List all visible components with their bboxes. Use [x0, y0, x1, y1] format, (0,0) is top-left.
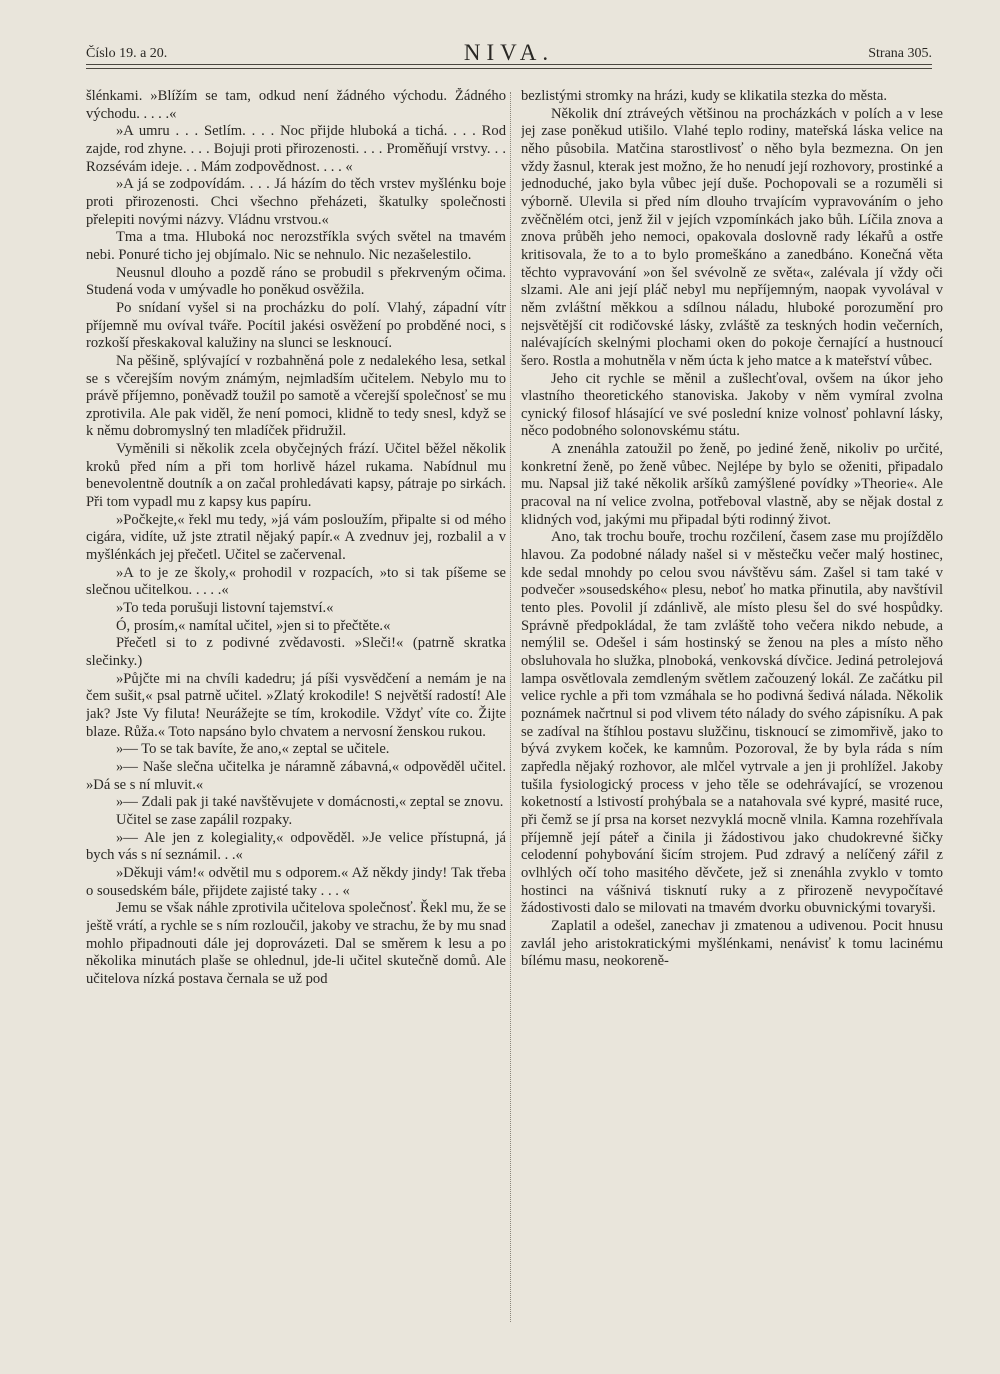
paragraph: »A já se zodpovídám. . . . Já házím do těch vrstev myšlénku boje proti přirozenosti. Chci všechno přeházeti, škatulky společnosti přelepiti novými názvy. Vládnu vrstvou.« [86, 176, 506, 228]
column-divider [510, 92, 511, 1322]
periodical-title: NIVA. [463, 40, 555, 65]
paragraph: Několik dní ztráveých většinou na procházkách v polích a v lese jej zase poněkud utišilo. Vlahé teplo rodiny, mateřská láska velice na něho působila. Matčina starostlivosť o něho byla bezmezna. On jen vždy žasnul, kterak jest možno, že ho nenudí její rozhovory, prostinké a jednoduché, jako byla vůbec její duše. Pochopovali se a rozuměli si výborně. Ulevila si před ním dlouho trvajícím vypravováním o jeho zvěčnělém otci, jenž žil v jejích vzpomínkách jako bůh. Líčila znova a znova průběh jeho nemoci, opakovala doslovně rady lékařů a ostře kritisovala, že to a to bylo promeškáno a zanedbáno. Konečná věta těchto vypravování »on šel svévolně ze světa«, zalévala jí vždy oči slzami. Ale ani její pláč nebyl mu nepříjemným, naopak vyvolával v něm zvláštní měkkou a sdílnou náladu, hluboké porozumění pro nejsvětější cit rodičovské lásky, zvláště za teskných hodin večerních, nalévajících skelnými plochami oken do pokoje černající a hustnoucí šero. Rostla a mohutněla v něm úcta k jeho matce a k mateřství vůbec. [521, 105, 943, 369]
paragraph: »— Zdali pak ji také navštěvujete v domácnosti,« zeptal se znovu. [116, 794, 504, 811]
paragraph: Zaplatil a odešel, zanechav ji zmatenou a udivenou. Pocit hnusu zavlál jeho aristokratickými myšlénkami, nenávisť k tomu lacinému bílému masu, neokoreně- [521, 917, 943, 970]
paragraph: Ano, tak trochu bouře, trochu rozčilení, časem zase mu projíždělo hlavou. Za podobné nálady našel si v městečku večer malý hostinec, kde sedal mnohdy po celou svou návštěvu sám. Zašel si tam také v podvečer »sousedského« plesu, neboť ho matka přinutila, aby navštívil tento ples. Povolil jí zdánlivě, ale místo plesu šel do své hospůdky. Správně předpokládal, že tam zvláště toho večera nikdo nebude, a nemýlil se. Odešel i sám hostinský se ženou na ples a místo něho obsluhovala ho služka, plnoboká, venkovská dívčice. Jediná petrolejová lampa osvětlovala zemdleným světlem začouzený lokál. Ze začátku pil velice rychle a při tom vzmáhala se ho podivná šedivá nálada. Několik poznámek načrtnul si pod vlivem této nálady do svého zápisníku. A pak se zadíval na štíhlou postavu služčinu, tisknoucí se zimomřivě, jako to bývá zvykem koček, ke kamnům. Pozoroval, že by byla ráda s ním zapředla nějaký rozhovor, ale mlčel vytrvale a jen ji prohlížel. Jakoby tušila fysiologický process v jeho těle se odehrávající, se vrozenou koketností a lstivostí prohýbala se a natahovala své kypré, masité ruce, při čemž se jí prsa na korset nezvyklá mocně vlnila. Kamna rozehřívala příjemně její páteř a činila ji žádostivou jako chudokrevné šičky celodenní pohybování šicím strojem. Pud zdravý a nelíčený zářil z ovlhlých očí toho masitého děvčete, jež si znenáhla zvyklo v tomto hostinci na vášnivá tisknutí ruky a z přirozeně nevypočítavé žádostivosti dalo se milovati na tmavém dvorku obuvnickými tovaryši. [521, 529, 943, 917]
paragraph: »A to je ze školy,« prohodil v rozpacích, »to si tak píšeme se slečnou učitelkou. . . . .« [86, 564, 506, 599]
paragraph: Vyměnili si několik zcela obyčejných frází. Učitel běžel několik kroků před ním a při tom horlivě házel rukama. Nabídnul mu benevolentně doutník a on začal prohledávati kapsy, pátraje po sirkách. Při tom vypadl mu z kapsy kus papíru. [86, 441, 506, 511]
paragraph: »— To se tak bavíte, že ano,« zeptal se učitele. [116, 741, 390, 758]
paragraph: »Děkuji vám!« odvětil mu s odporem.« Až někdy jindy! Tak třeba o sousedském bále, přijdete zajisté taky . . . « [86, 864, 506, 899]
paragraph: šlénkami. »Blížím se tam, odkud není žádného východu. Žádného východu. . . . .« [86, 88, 506, 122]
paragraph: »— Ale jen z kolegiality,« odpověděl. »Je velice přístupná, já bych vás s ní seznámil. . .« [86, 829, 506, 864]
left-text-column [86, 88, 506, 1328]
paragraph: »Počkejte,« řekl mu tedy, »já vám posloužím, připalte si od mého cigára, vidíte, už jste ztratil nějaký papír.« A zvednuv jej, rozbalil a v myšlénkách jej přečetl. Učitel se začervenal. [86, 511, 506, 564]
paragraph: Přečetl si to z podivné zvědavosti. »Sleči!« (patrně skratka slečinky.) [86, 635, 506, 669]
page-number: Strana 305. [868, 46, 932, 61]
paragraph: Ó, prosím,« namítal učitel, »jen si to přečtěte.« [116, 617, 391, 634]
paragraph: »To teda porušuji listovní tajemství.« [116, 600, 334, 617]
paragraph: Tma a tma. Hluboká noc nerozstříkla svých světel na tmavém nebi. Ponuré ticho jej objímalo. Nic se nehnulo. Nic nezašelestilo. [86, 229, 506, 263]
paragraph: »A umru . . . Setlím. . . . Noc přijde hluboká a tichá. . . . Rod zajde, rod zhyne. . . . Bojuji proti přirozenosti. . . . Proměňují vrstvy. . . Rozsévám ideje. . . Mám zodpovědnost. . . . « [86, 123, 506, 175]
page-header [86, 40, 932, 65]
paragraph: Neusnul dlouho a pozdě ráno se probudil s překrveným očima. Studená voda v umývadle ho poněkud osvěžila. [86, 264, 506, 299]
paragraph: »— Naše slečna učitelka je náramně zábavná,« odpověděl učitel. »Dá se s ní mluvit.« [86, 758, 506, 793]
paragraph: Jemu se však náhle zprotivila učitelova společnosť. Řekl mu, že se ještě vrátí, a rychle se s ním rozloučil, jakoby ve strachu, že by mu snad mohlo připadnouti dále jej doprovázeti. Dal se směrem k lesu a po několika minutách plaše se ohlednul, jde-li učitel skutečně domů. Ale učitelova nízká postava černala se už pod [86, 900, 506, 987]
right-text-column [521, 88, 943, 1328]
header-rule-bottom [86, 68, 932, 69]
paragraph: Učitel se zase zapálil rozpaky. [116, 811, 293, 828]
header-rule-top [86, 64, 932, 65]
paragraph: A znenáhla zatoužil po ženě, po jediné ženě, nikoliv po určité, konkretní ženě, po ženě vůbec. Nejlépe by bylo se oženiti, připadalo mu. Napsal již také několik aršíků zamýšlené povídky »Theorie«. Ale pracoval na ní velice zvolna, potřeboval vlastně, aby se nějak dostal z klidných vod, jakými mu připadal býti rodinný život. [521, 441, 943, 528]
paragraph: »Půjčte mi na chvíli kadedru; já píši vysvědčení a nemám je na čem sušit,« psal patrně učitel. »Zlatý krokodile! S největší radostí! Ale jak? Jste Vy filuta! Neurážejte se tím, krokodile. Vždyť víte co. Žijte blaze. Růža.« Toto napsáno bylo chvatem a nervosní ženskou rukou. [86, 670, 506, 740]
paragraph: Na pěšině, splývající v rozbahněná pole z nedalekého lesa, setkal se s včerejším novým známým, nejmladším učitelem. Nebylo mu to právě příjemno, poněvadž toužil po samotě a včerejší společnosť se mu zprotivila. Ale pak viděl, že není pomoci, klidně to tedy snesl, když se k němu dobromyslný ten mladíček přidružil. [86, 352, 506, 440]
issue-number: Číslo 19. a 20. [86, 46, 168, 61]
paragraph: Jeho cit rychle se měnil a zušlechťoval, ovšem na úkor jeho vlastního theoretického stanoviska. Jakoby v něm vymíral zvolna cynický filosof hlásající ve své poslední knize volnosť pohlavní lásky, něco podobného solonovskému státu. [521, 370, 943, 440]
paragraph: bezlistými stromky na hrázi, kudy se klikatila stezka do města. [521, 88, 887, 104]
paragraph: Po snídaní vyšel si na procházku do polí. Vlahý, západní vítr příjemně mu ovíval tváře. Pocítil jakési osvěžení po probděné noci, s rozkoší přeskakoval kalužiny na slunci se lesknoucí. [86, 299, 506, 352]
